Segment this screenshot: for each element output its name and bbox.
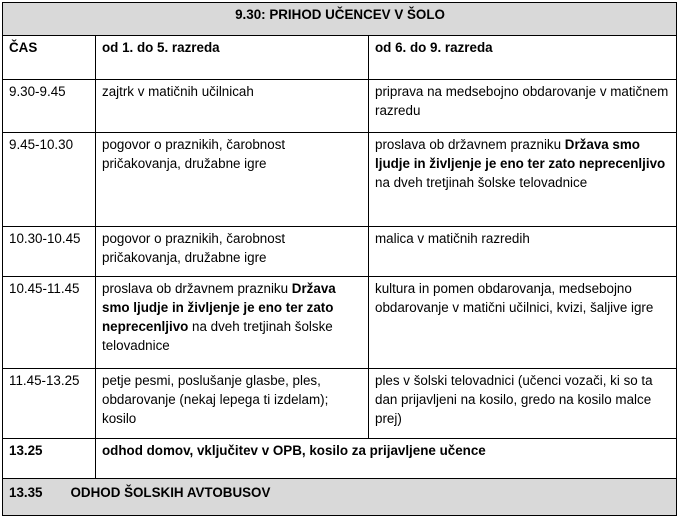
cell-text: na dveh tretjinah šolske telovadnice [375,175,588,190]
row-grades-1-5 [96,227,369,277]
event-title: Država smo ljudje in življenje je eno ter zato neprecenljivo [375,137,666,171]
row-time: 13.25 [3,439,96,479]
row-grades-6-9 [369,369,677,439]
row-grades-6-9 [369,227,677,277]
table-row [3,277,677,369]
cell-text: na dveh tretjinah šolske telovadnice [102,319,333,353]
header-grades-1-5: od 1. do 5. razreda [96,36,369,80]
cell-text: priprava na medsebojno obdarovanje v matičnem razredu [375,84,669,118]
bus-row [3,479,677,516]
cell-text: proslava ob državnem prazniku [375,137,565,152]
row-grades-6-9 [369,277,677,369]
header-time: ČAS [3,36,96,80]
departure-text: odhod domov, vključitev v OPB, kosilo za prijavljene učence [96,439,677,479]
row-grades-1-5 [96,80,369,133]
row-grades-1-5 [96,369,369,439]
cell-text: zajtrk v matičnih učilnicah [102,84,254,99]
row-grades-1-5 [96,277,369,369]
row-grades-6-9 [369,133,677,227]
cell-text: kultura in pomen obdarovanja, medsebojno obdarovanje v matični učilnici, kvizi, šaljive igre [375,281,654,315]
bus-time: 13.35 [9,485,43,500]
table-row [3,80,677,133]
row-grades-1-5 [96,133,369,227]
table-row [3,369,677,439]
bus-departure [3,479,677,516]
cell-text: proslava ob državnem prazniku [102,281,292,296]
cell-text: pogovor o praznikih, čarobnost pričakovanja, družabne igre [102,231,286,265]
bus-text: ODHOD ŠOLSKIH AVTOBUSOV [70,485,271,500]
row-time: 10.30-10.45 [3,227,96,277]
row-grades-6-9 [369,80,677,133]
title-row [3,3,677,36]
event-title: Država smo ljudje in življenje je eno ter zato neprecenljivo [102,281,336,334]
cell-text: petje pesmi, poslušanje glasbe, ples, obdarovanje (nekaj lepega ti izdelam); kosilo [102,373,329,426]
schedule-table [2,2,677,516]
row-time: 11.45-13.25 [3,369,96,439]
row-time: 9.45-10.30 [3,133,96,227]
cell-text: malica v matičnih razredih [375,231,530,246]
cell-text: ples v šolski telovadnici (učenci vozači, ki so ta dan prijavljeni na kosilo, gredo na kosilo malce prej) [375,373,653,426]
departure-row [3,439,677,479]
table-title: 9.30: PRIHOD UČENCEV V ŠOLO [3,3,677,36]
row-time: 10.45-11.45 [3,277,96,369]
table-row [3,227,677,277]
cell-text: pogovor o praznikih, čarobnost pričakovanja, družabne igre [102,137,286,171]
table-row [3,133,677,227]
header-grades-6-9: od 6. do 9. razreda [369,36,677,80]
row-time: 9.30-9.45 [3,80,96,133]
header-row [3,36,677,80]
